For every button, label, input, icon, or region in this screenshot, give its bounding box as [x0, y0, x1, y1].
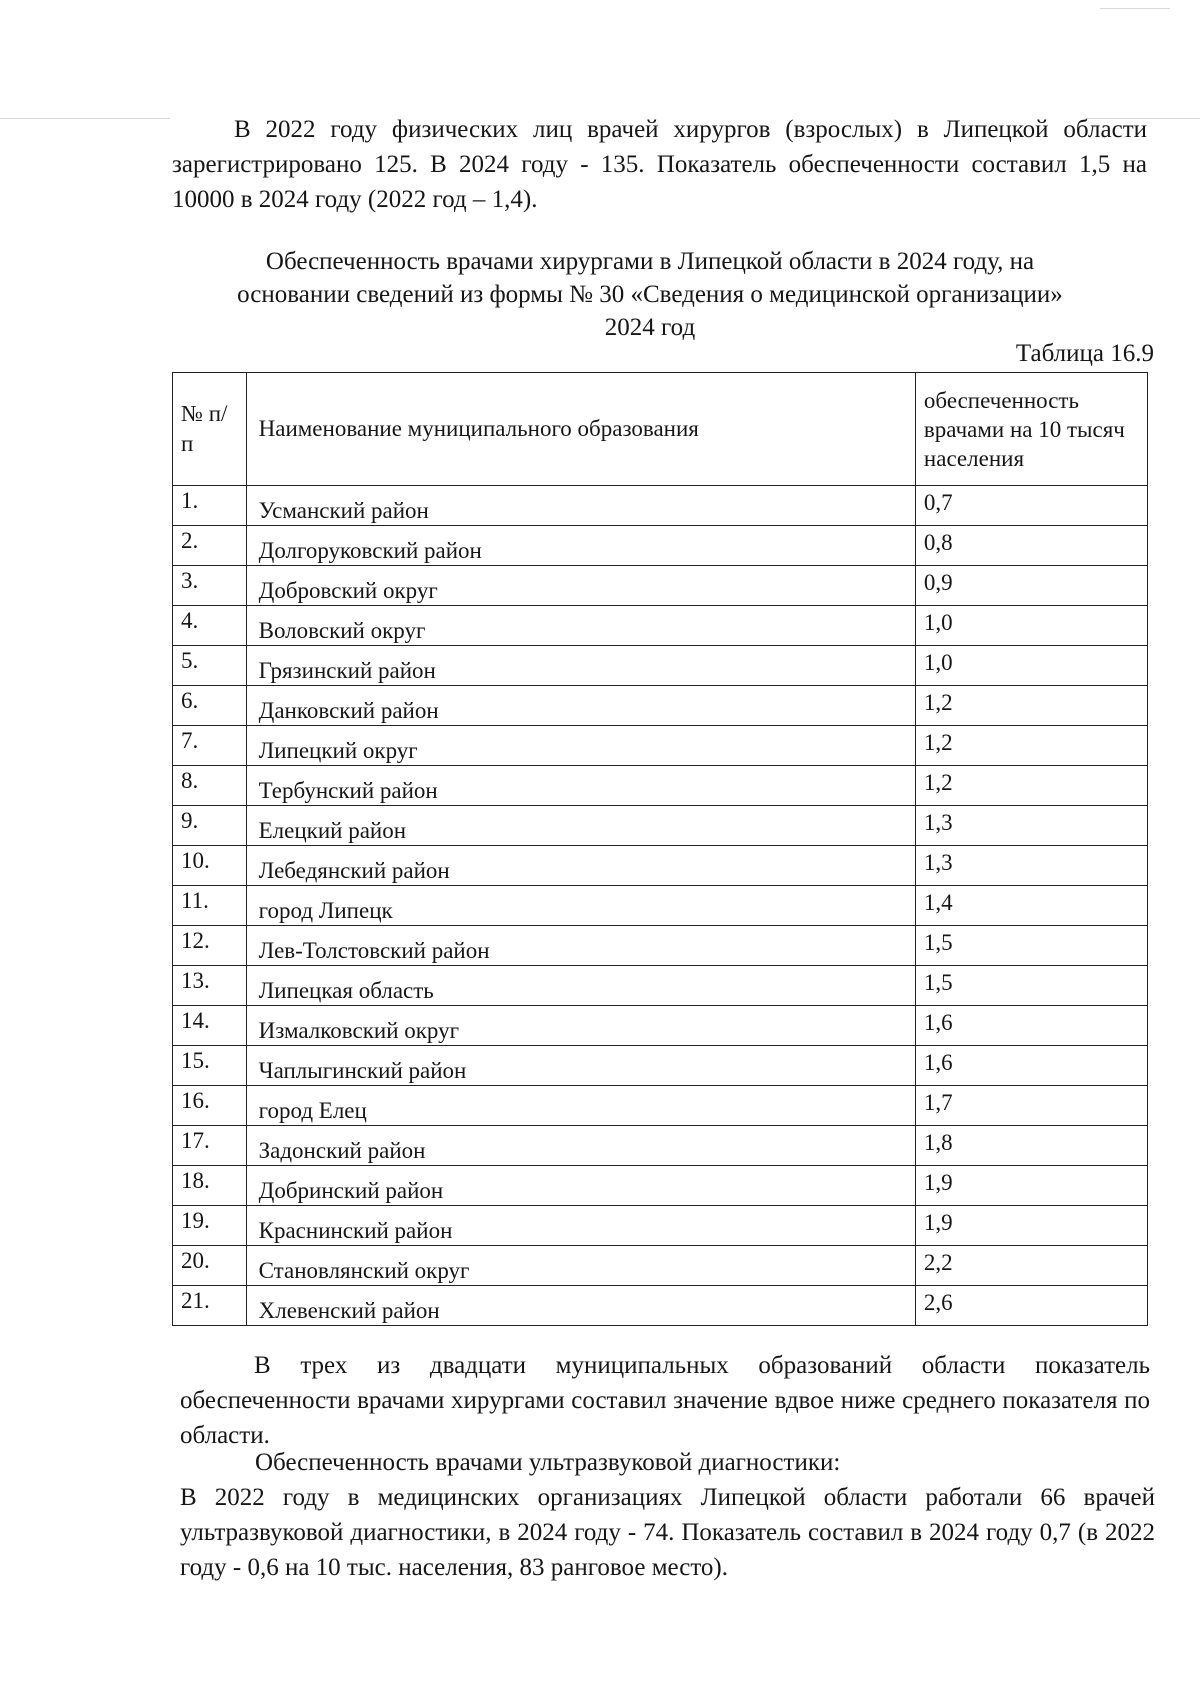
row-provision-value: 1,6 [915, 1006, 1147, 1046]
row-provision-value: 1,5 [915, 926, 1147, 966]
row-municipality: Лев-Толстовский район [246, 926, 915, 966]
table-row [173, 1166, 1148, 1206]
table-row [173, 766, 1148, 806]
row-municipality: Елецкий район [246, 806, 915, 846]
row-municipality: Липецкий округ [246, 726, 915, 766]
row-provision-value: 1,3 [915, 846, 1147, 886]
row-number: 16. [173, 1086, 247, 1126]
table-row [173, 646, 1148, 686]
table-row [173, 686, 1148, 726]
row-municipality: Измалковский округ [246, 1006, 915, 1046]
row-number: 11. [173, 886, 247, 926]
row-number: 21. [173, 1286, 247, 1326]
row-provision-value: 2,2 [915, 1246, 1147, 1286]
row-provision-value: 1,5 [915, 966, 1147, 1006]
row-number: 9. [173, 806, 247, 846]
row-number: 3. [173, 566, 247, 606]
row-provision-value: 1,0 [915, 646, 1147, 686]
table-row [173, 566, 1148, 606]
row-provision-value: 1,6 [915, 1046, 1147, 1086]
row-provision-value: 1,7 [915, 1086, 1147, 1126]
table-row [173, 926, 1148, 966]
row-municipality: Грязинский район [246, 646, 915, 686]
row-municipality: Добровский округ [246, 566, 915, 606]
table-row [173, 1086, 1148, 1126]
row-municipality: Краснинский район [246, 1206, 915, 1246]
header-number: № п/п [173, 373, 247, 486]
row-municipality: Чаплыгинский район [246, 1046, 915, 1086]
row-number: 2. [173, 526, 247, 566]
caption-line-1: Обеспеченность врачами хирургами в Липецкой области в 2024 году, на [265, 248, 1035, 275]
row-provision-value: 0,8 [915, 526, 1147, 566]
row-provision-value: 1,9 [915, 1166, 1147, 1206]
row-number: 15. [173, 1046, 247, 1086]
table-number-label: Таблица 16.9 [1015, 340, 1154, 367]
row-municipality: Липецкая область [246, 966, 915, 1006]
row-municipality: Хлевенский район [246, 1286, 915, 1326]
table-caption [175, 245, 1125, 344]
table-row [173, 726, 1148, 766]
intro-paragraph: В 2022 году физических лиц врачей хирургов (взрослых) в Липецкой области зарегистрировано 125. В 2024 году - 135. Показатель обеспеченности составил 1,5 на 10000 в 2024 году (2022 год – 1,4). [172, 116, 1147, 213]
row-provision-value: 0,7 [915, 486, 1147, 526]
row-number: 1. [173, 486, 247, 526]
table-row [173, 1286, 1148, 1326]
scan-artifact-line [0, 118, 170, 119]
table-row [173, 526, 1148, 566]
row-municipality: Добринский район [246, 1166, 915, 1206]
provision-table [172, 372, 1148, 1326]
row-number: 6. [173, 686, 247, 726]
caption-line-3: 2024 год [604, 314, 696, 341]
row-number: 14. [173, 1006, 247, 1046]
ultrasound-heading: Обеспеченность врачами ультразвуковой диагностики: [255, 1449, 841, 1476]
table-row [173, 1046, 1148, 1086]
row-number: 19. [173, 1206, 247, 1246]
row-number: 20. [173, 1246, 247, 1286]
row-municipality: город Елец [246, 1086, 915, 1126]
row-municipality: Лебедянский район [246, 846, 915, 886]
row-provision-value: 1,8 [915, 1126, 1147, 1166]
row-municipality: Задонский район [246, 1126, 915, 1166]
row-municipality: город Липецк [246, 886, 915, 926]
table-header-row [173, 373, 1148, 486]
table-body [173, 486, 1148, 1326]
row-municipality: Тербунский район [246, 766, 915, 806]
ultrasound-paragraph: В 2022 году в медицинских организациях Липецкой области работали 66 врачей ультразвуковой диагностики, в 2024 году - 74. Показатель составил в 2024 году 0,7 (в 2022 году - 0,6 на 10 тыс. населения, 83 ранговое место). [180, 1484, 1155, 1581]
row-number: 4. [173, 606, 247, 646]
row-number: 10. [173, 846, 247, 886]
header-provision: обеспеченность врачами на 10 тысяч населения [915, 373, 1147, 486]
table-row [173, 486, 1148, 526]
row-number: 7. [173, 726, 247, 766]
row-municipality: Становлянский округ [246, 1246, 915, 1286]
row-number: 18. [173, 1166, 247, 1206]
row-provision-value: 1,2 [915, 766, 1147, 806]
row-municipality: Данковский район [246, 686, 915, 726]
row-number: 12. [173, 926, 247, 966]
table-row [173, 886, 1148, 926]
row-number: 8. [173, 766, 247, 806]
scan-artifact-line [1100, 8, 1170, 9]
row-provision-value: 1,3 [915, 806, 1147, 846]
row-number: 5. [173, 646, 247, 686]
row-municipality: Усманский район [246, 486, 915, 526]
caption-line-2: основании сведений из формы № 30 «Сведения о медицинской организации» [237, 281, 1063, 308]
row-municipality: Воловский округ [246, 606, 915, 646]
row-provision-value: 1,0 [915, 606, 1147, 646]
row-provision-value: 2,6 [915, 1286, 1147, 1326]
header-municipality: Наименование муниципального образования [246, 373, 915, 486]
table-row [173, 1126, 1148, 1166]
table-row [173, 1006, 1148, 1046]
conclusion-paragraph: В трех из двадцати муниципальных образований области показатель обеспеченности врачами хирургами составил значение вдвое ниже среднего показателя по области. [180, 1352, 1150, 1449]
table-row [173, 846, 1148, 886]
row-provision-value: 1,9 [915, 1206, 1147, 1246]
row-number: 13. [173, 966, 247, 1006]
table-row [173, 966, 1148, 1006]
row-municipality: Долгоруковский район [246, 526, 915, 566]
table-row [173, 806, 1148, 846]
row-provision-value: 0,9 [915, 566, 1147, 606]
table-row [173, 1246, 1148, 1286]
row-provision-value: 1,4 [915, 886, 1147, 926]
row-provision-value: 1,2 [915, 726, 1147, 766]
row-provision-value: 1,2 [915, 686, 1147, 726]
row-number: 17. [173, 1126, 247, 1166]
table-row [173, 1206, 1148, 1246]
table-row [173, 606, 1148, 646]
